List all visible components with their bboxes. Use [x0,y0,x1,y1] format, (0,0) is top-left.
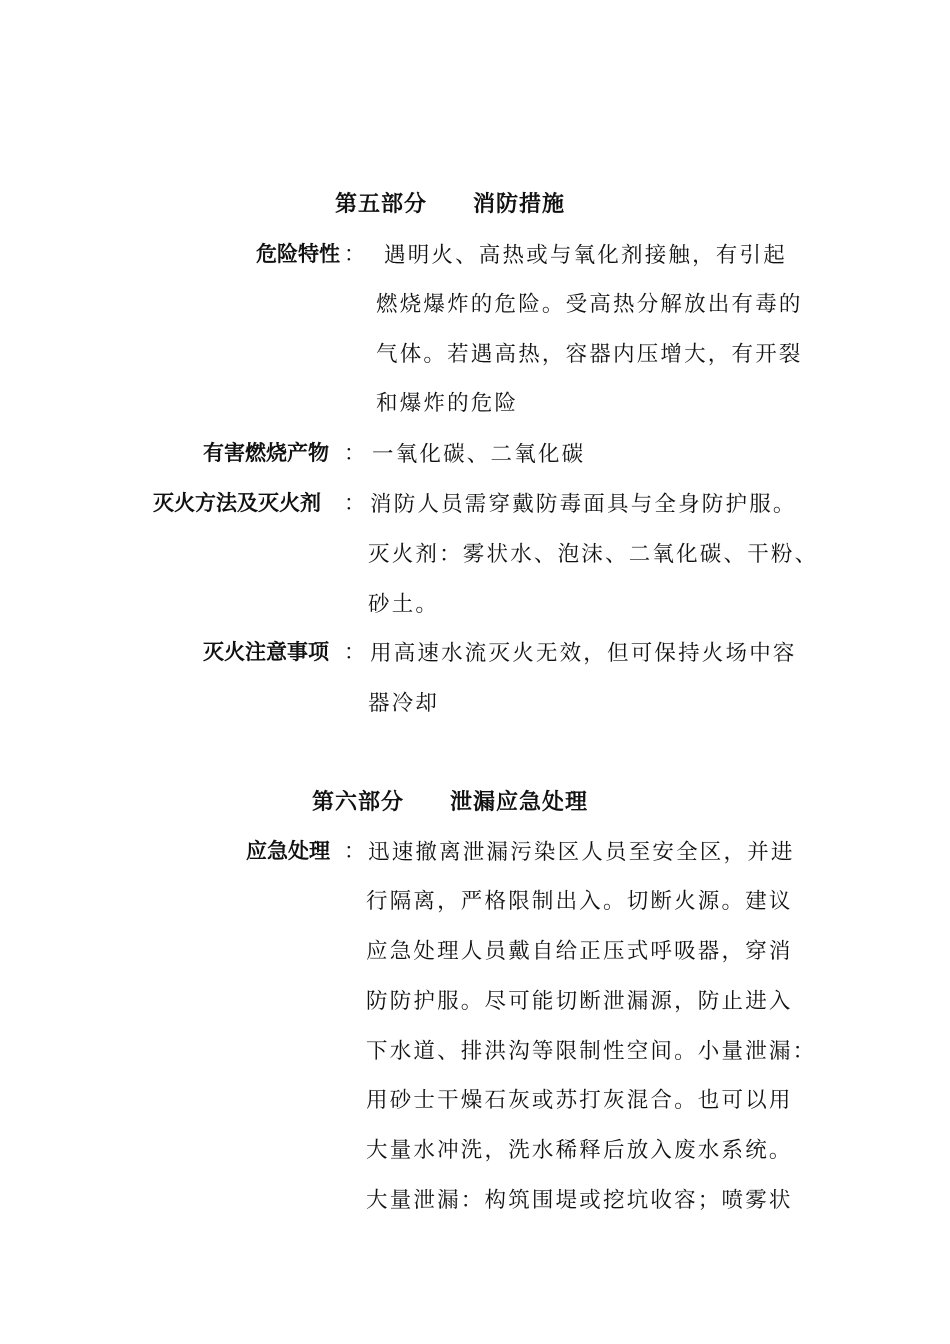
field-label-hazard: 危险特性 [256,242,340,266]
field-text-line: 遇明火、高热或与氧化剂接触，有引起 [384,243,787,268]
section-name: 消防措施 [473,192,566,217]
field-text-line: 灭火剂：雾状水、泡沫、二氧化碳、干粉、 [368,542,819,567]
section-title-6 [312,785,588,816]
field-colon: ： [344,839,365,863]
field-colon: ： [344,441,365,465]
section-number: 第五部分 [335,192,428,217]
field-text-line: 气体。若遇高热，容器内压增大，有开裂 [376,342,803,367]
field-text-line: 燃烧爆炸的危险。受高热分解放出有毒的 [376,292,803,317]
field-text-line: 消防人员需穿戴防毒面具与全身防护服。 [370,492,797,517]
field-text-line: 砂土。 [368,592,440,617]
field-label-emergency-response: 应急处理 [246,839,330,863]
field-label-extinguishing-method: 灭火方法及灭火剂 [153,491,321,515]
field-label-combustion-products: 有害燃烧产物 [203,441,329,465]
field-text-line: 用高速水流灭火无效，但可保持火场中容 [370,641,797,666]
field-text-line: 迅速撤离泄漏污染区人员至安全区，并进 [368,840,795,865]
field-text-line: 防防护服。尽可能切断泄漏源，防止进入 [366,989,793,1014]
field-text-line: 一氧化碳、二氧化碳 [372,442,586,467]
section-name: 泄漏应急处理 [450,790,589,815]
field-label-firefighting-notes: 灭火注意事项 [203,640,329,664]
field-text-line: 大量水冲洗，洗水稀释后放入废水系统。 [366,1138,793,1163]
field-text-line: 应急处理人员戴自给正压式呼吸器，穿消 [366,939,793,964]
field-text-line: 下水道、排洪沟等限制性空间。小量泄漏： [366,1039,817,1064]
field-colon: ： [344,242,365,266]
section-title-5 [335,187,565,218]
field-text-line: 和爆炸的危险 [376,391,519,416]
field-colon: ： [344,491,365,515]
field-text-line: 大量泄漏：构筑围堤或挖坑收容；喷雾状 [366,1188,793,1213]
field-text-line: 行隔离，严格限制出入。切断火源。建议 [366,889,793,914]
field-text-line: 用砂士干燥石灰或苏打灰混合。也可以用 [366,1088,793,1113]
field-text-line: 器冷却 [368,691,440,716]
section-number: 第六部分 [312,790,405,815]
field-colon: ： [344,640,365,664]
